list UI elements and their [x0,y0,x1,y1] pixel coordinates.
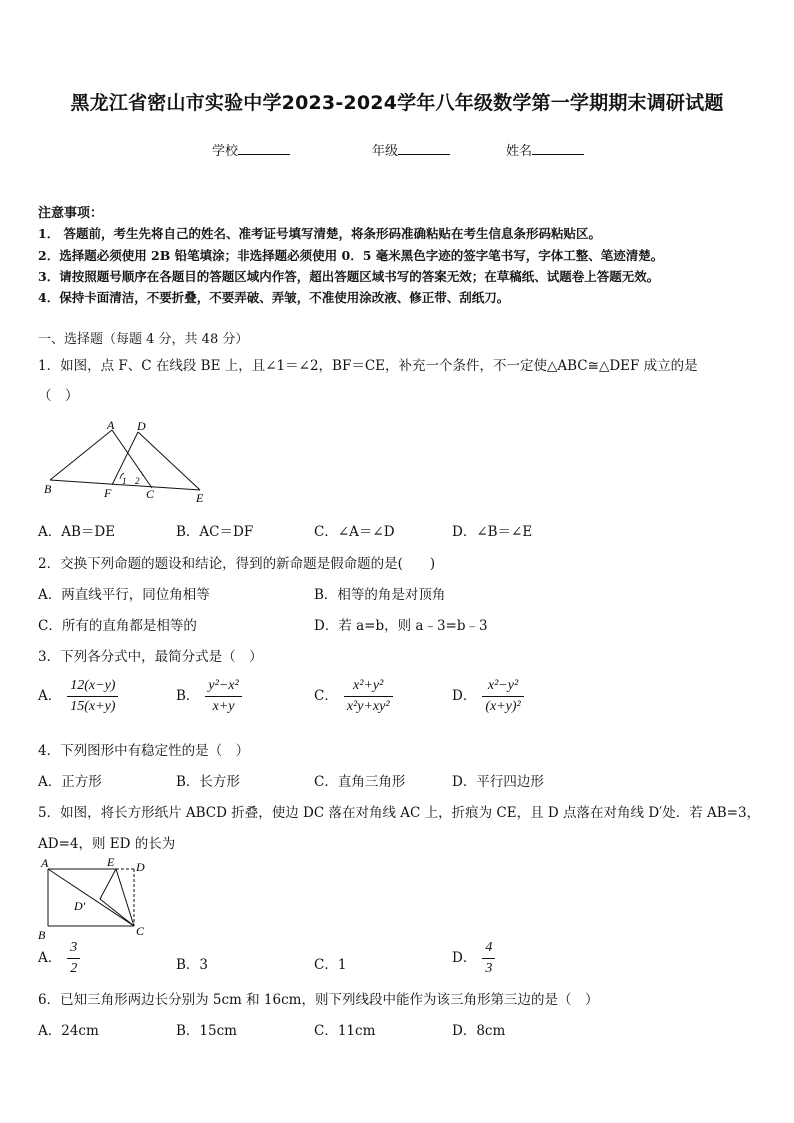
question-4-option-c[interactable]: C．直角三角形 [314,774,406,790]
label-angle-2: 2 [135,476,140,486]
question-5-option-b[interactable] [176,953,208,973]
question-2-option-c[interactable]: C．所有的直角都是相等的 [38,618,197,634]
notice-item: 1． 答题前，考生先将自己的姓名、准考证号填写清楚，将条形码准确粘贴在考生信息条形码粘贴区。 [38,226,602,241]
fraction-numerator: 12(x−y) [67,678,118,697]
question-2-option-a[interactable]: A．两直线平行，同位角相等 [38,587,210,603]
label-C: C [146,487,155,501]
notice-item: 2．选择题必须使用 2B 铅笔填涂；非选择题必须使用 0．5 毫米黑色字迹的签字笔书写，字体工整、笔迹清楚。 [38,248,664,263]
question-5-figure [36,853,166,943]
question-5-text-2: AD=4，则 ED 的长为 [38,836,176,852]
grade-label: 年级 [372,144,399,159]
notice-item: 4．保持卡面清洁，不要折叠，不要弄破、弄皱，不准使用涂改液、修正带、刮纸刀。 [38,290,510,305]
question-5-text: 5．如图，将长方形纸片 ABCD 折叠，使边 DC 落在对角线 AC 上，折痕为 CE，且 D 点落在对角线 D′处．若 AB=3， [38,805,761,821]
option-label: D． [452,688,477,704]
page-title: 黑龙江省密山市实验中学2023-2024学年八年级数学第一学期期末调研试题 [70,92,724,114]
question-4-option-a[interactable]: A．正方形 [38,774,102,790]
name-label: 姓名 [506,144,533,159]
question-3-option-a[interactable] [38,678,118,715]
fraction-numerator: 3 [67,940,80,959]
question-6-option-b[interactable]: B．15cm [176,1023,237,1039]
option-label: D． [452,950,477,966]
label-D-prime: D′ [74,899,86,913]
question-1-option-a[interactable]: A．AB＝DE [38,524,116,540]
option-label: A． [38,688,62,704]
notice-item: 3．请按照题号顺序在各题目的答题区域内作答，超出答题区域书写的答案无效；在草稿纸、试题卷上答题无效。 [38,269,660,284]
question-5-option-a[interactable] [38,940,80,977]
grade-field [372,140,450,159]
option-label: C． [314,957,338,973]
label-A: A [41,856,49,870]
question-6-option-c[interactable]: C．11cm [314,1023,376,1039]
question-2-text: 2．交换下列命题的题设和结论，得到的新命题是假命题的是( ) [38,556,436,572]
fraction-denominator: x+y [212,699,235,714]
option-label: B． [176,688,200,704]
question-3-text: 3．下列各分式中，最简分式是（ ） [38,649,263,665]
question-1-figure [40,418,220,508]
question-1-text: 1．如图，点 F、C 在线段 BE 上，且∠1＝∠2，BF＝CE，补充一个条件，不一定使△ABC≅△DEF 成立的是 [38,358,698,374]
label-A: A [107,418,115,432]
option-value: 3 [199,957,209,973]
fraction-denominator: 15(x+y) [70,699,116,714]
question-4-option-b[interactable]: B．长方形 [176,774,240,790]
label-E: E [196,491,204,505]
label-C: C [136,924,145,938]
question-5-option-d[interactable] [452,940,495,977]
option-label: B． [176,957,200,973]
option-label: A． [38,950,62,966]
question-6-option-d[interactable]: D．8cm [452,1023,506,1039]
school-label: 学校 [212,144,239,159]
label-angle-1: 1 [122,476,127,486]
question-6-text: 6．已知三角形两边长分别为 5cm 和 16cm，则下列线段中能作为该三角形第三边的是（ ） [38,992,599,1008]
question-2-option-d[interactable]: D．若 a=b，则 a﹣3=b﹣3 [314,618,488,634]
fraction-denominator: 3 [485,961,493,976]
question-1-option-c[interactable]: C．∠A＝∠D [314,524,395,540]
fraction-numerator: y²−x² [205,678,241,697]
question-1-option-b[interactable]: B．AC＝DF [176,524,254,540]
question-5-option-c[interactable] [314,953,346,973]
label-B: B [44,482,52,496]
question-3-option-b[interactable] [176,678,242,715]
option-label: C． [314,688,338,704]
question-3-option-c[interactable] [314,678,393,715]
question-4-option-d[interactable]: D．平行四边形 [452,774,544,790]
label-D: D [137,419,146,433]
label-E: E [107,855,115,869]
option-value: 1 [337,957,347,973]
fraction-denominator: (x+y)² [485,699,521,714]
question-6-option-a[interactable]: A．24cm [38,1023,99,1039]
fraction-denominator: 2 [70,961,78,976]
question-2-option-b[interactable]: B．相等的角是对顶角 [314,587,446,603]
section-heading: 一、选择题（每题 4 分，共 48 分） [38,332,249,347]
school-field [212,140,290,159]
label-D: D [136,860,145,874]
question-4-text: 4．下列图形中有稳定性的是（ ） [38,743,250,759]
label-B: B [38,928,46,942]
fraction-numerator: 4 [482,940,495,959]
notice-heading: 注意事项： [38,206,104,221]
question-1-paren: （ ） [38,388,79,404]
fraction-numerator: x²+y² [344,678,393,697]
fraction-denominator: x²y+xy² [346,699,390,714]
name-field [506,140,584,159]
fraction-numerator: x²−y² [482,678,523,697]
label-F: F [104,486,112,500]
question-1-option-d[interactable]: D．∠B＝∠E [452,524,533,540]
question-3-option-d[interactable] [452,678,524,715]
